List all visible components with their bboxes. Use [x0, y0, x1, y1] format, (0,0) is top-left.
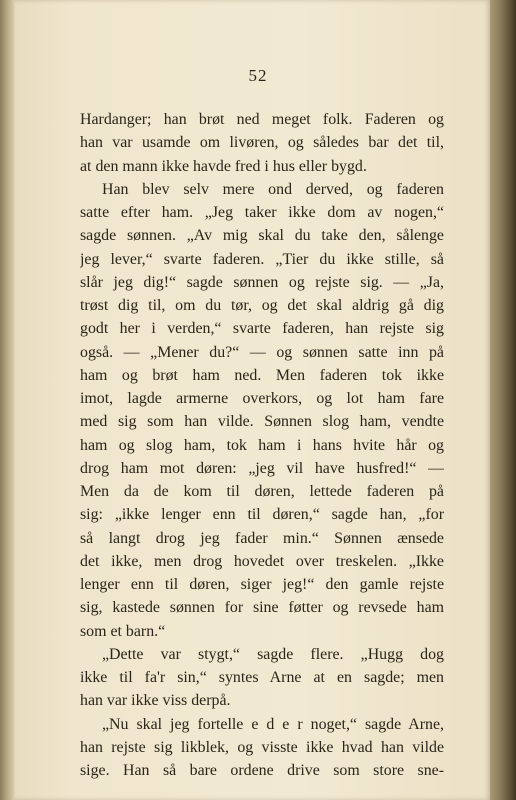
text-line: slår jeg dig!“ sagde sønnen og rejste sig. — „Ja, [80, 273, 444, 291]
text-line: „Dette var stygt,“ sagde flere. „Hugg dog [102, 645, 444, 663]
text-line: Hardanger; han brøt ned meget folk. Faderen og [80, 111, 444, 128]
page-number: 52 [248, 66, 268, 85]
text-line: jeg lever,“ svarte faderen. „Tier du ikke stille, så [80, 250, 444, 268]
text-line: han var usamde om livøren, og således bar det til, [80, 134, 444, 152]
text-line: sagde sønnen. „Av mig skal du take den, sålenge [80, 227, 444, 245]
text-line: satte efter ham. „Jeg taker ikke dom av nogen,“ [80, 204, 444, 221]
text-line: ikke til fa'r sin,“ syntes Arne at en sagde; men [80, 669, 444, 686]
text-line: med sig som han vilde. Sønnen slog ham, vendte [80, 413, 444, 431]
text-line: sig: „ikke lenger enn til døren,“ sagde han, „for [80, 506, 444, 524]
text-line: ham og slog ham, tok ham i hans hvite hår og [80, 436, 444, 454]
text-line: trøst dig til, om du tør, og det skal aldrig gå dig [80, 297, 444, 314]
text-line: han rejste sig likblek, og visste ikke hvad han vilde [80, 738, 444, 756]
body-text [80, 108, 444, 782]
page-edge-shadow [490, 0, 516, 800]
text-line: så langt drog jeg fader min.“ Sønnen ænsede [80, 529, 444, 547]
text-line: drog ham mot døren: „jeg vil have husfred!“ — [80, 459, 444, 477]
text-line: sige. Han så bare ordene drive som store sne- [80, 762, 444, 779]
text-line: han var ikke viss derpå. [80, 692, 231, 710]
text-line: sig, kastede sønnen for sine føtter og revsede ham [80, 599, 444, 617]
text-line: godt her i verden,“ svarte faderen, han rejste sig [80, 320, 444, 338]
text-line: „Nu skal jeg fortelle e d e r noget,“ sagde Arne, [102, 715, 444, 733]
text-line: ham og brøt ham ned. Men faderen tok ikke [80, 366, 444, 384]
text-line: lenger enn til døren, siger jeg!“ den gamle rejste [80, 576, 444, 593]
text-line: det ikke, men drog hovedet over treskelen. „Ikke [80, 552, 444, 570]
book-spine-shadow [0, 0, 14, 800]
text-line: også. — „Mener du?“ — og sønnen satte inn på [80, 343, 444, 361]
text-line: at den mann ikke havde fred i hus eller bygd. [80, 157, 367, 175]
text-line: imot, lagde armerne overkors, og lot ham fare [80, 390, 444, 407]
text-line: Han blev selv mere ond derved, og faderen [102, 180, 444, 198]
text-line: Men da de kom til døren, lettede faderen på [80, 483, 444, 500]
text-line: som et barn.“ [80, 622, 166, 640]
